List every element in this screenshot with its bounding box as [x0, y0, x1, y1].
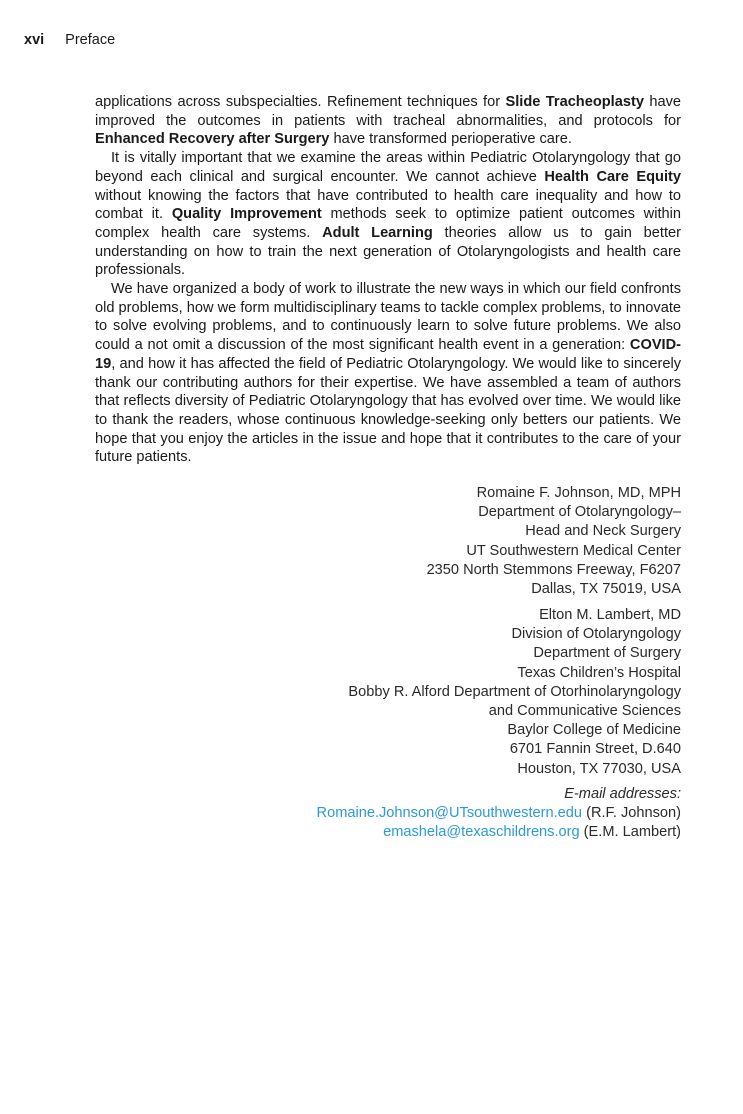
email-owner: (R.F. Johnson) [582, 805, 681, 822]
paragraph-text: have improved the outcomes in patients with tracheal abnormalities, and protocols for [95, 94, 681, 129]
running-head-title: Preface [65, 32, 116, 48]
email-entry [317, 804, 681, 823]
affiliation-line: Department of Otolaryngology– [478, 504, 681, 521]
email-label: E-mail addresses: [564, 786, 681, 802]
paragraph-text: We have organized a body of work to illustrate the new ways in which our field confronts old problems, how we form multidisciplinary teams to tackle complex problems, to innovate to solve evolving problems, and to continuously learn to solve future problems. We also could a not omit a discussion of the most significant health event in a generation: [95, 281, 681, 354]
address-line: Dallas, TX 75019, USA [531, 581, 681, 598]
paragraph-text: It is vitally important that we examine the areas within Pediatric Otolaryngology that go beyond each clinical and surgical encounter. We cannot achieve [95, 150, 681, 185]
paragraph-text: applications across subspecialties. Refinement techniques for [95, 94, 506, 110]
affiliation-line: Division of Otolaryngology [511, 626, 681, 643]
bold-term: Enhanced Recovery after Surgery [95, 131, 330, 148]
paragraph-text: methods seek to optimize patient outcomes within complex health care systems. [95, 206, 681, 241]
paragraph [95, 93, 681, 149]
email-entry [317, 823, 681, 842]
paragraph-text: without knowing the factors that have contributed to health care inequality and how to combat it. [95, 187, 681, 223]
bold-term: Slide Tracheoplasty [505, 94, 644, 110]
email-link-johnson[interactable]: Romaine.Johnson@UTsouthwestern.edu [316, 805, 583, 822]
author-name: Elton M. Lambert, MD [539, 607, 681, 623]
signature-block-lambert [348, 606, 681, 779]
paragraph-text: , and how it has affected the field of Pediatric Otolaryngology. We would like to sincerely thank our contributing authors for their expertise. We have assembled a team of authors that reflects diversity of Pediatric Otolaryngology that has evolved over time. We would like to thank the readers, whose continuous knowledge-seeking only betters our patients. We hope that you enjoy the articles in the issue and hope that it contributes to the care of your future patients. [95, 355, 681, 466]
affiliation-line: Baylor College of Medicine [507, 722, 681, 739]
bold-term: Adult Learning [322, 224, 433, 241]
running-head [24, 30, 115, 50]
affiliation-line: Department of Surgery [533, 645, 681, 662]
affiliation-line: and Communicative Sciences [488, 703, 681, 720]
author-name: Romaine F. Johnson, MD, MPH [476, 485, 681, 501]
bold-term: Quality Improvement [171, 206, 322, 223]
email-addresses [317, 785, 681, 843]
affiliation-line: Head and Neck Surgery [525, 523, 681, 540]
bold-term: Health Care Equity [544, 168, 681, 185]
bold-term: COVID-19 [95, 337, 681, 372]
affiliation-line: Bobby R. Alford Department of Otorhinolaryngology [348, 683, 681, 700]
address-line: Houston, TX 77030, USA [517, 760, 681, 777]
address-line: 6701 Fannin Street, D.640 [509, 741, 681, 758]
paragraph-text: have transformed perioperative care. [329, 131, 572, 148]
signature-block-johnson [427, 484, 681, 599]
page-number: xvi [24, 32, 45, 48]
email-link-lambert[interactable]: emashela@texaschildrens.org [383, 824, 580, 841]
paragraph-text: theories allow us to gain better understanding on how to train the next generation of Otolaryngologists and health care professionals. [95, 224, 681, 279]
affiliation-line: UT Southwestern Medical Center [466, 542, 681, 559]
email-owner: (E.M. Lambert) [579, 824, 681, 841]
preface-body [95, 93, 681, 467]
paragraph [95, 280, 681, 467]
affiliation-line: Texas Children’s Hospital [517, 664, 681, 681]
address-line: 2350 North Stemmons Freeway, F6207 [426, 561, 681, 578]
paragraph [95, 149, 681, 280]
